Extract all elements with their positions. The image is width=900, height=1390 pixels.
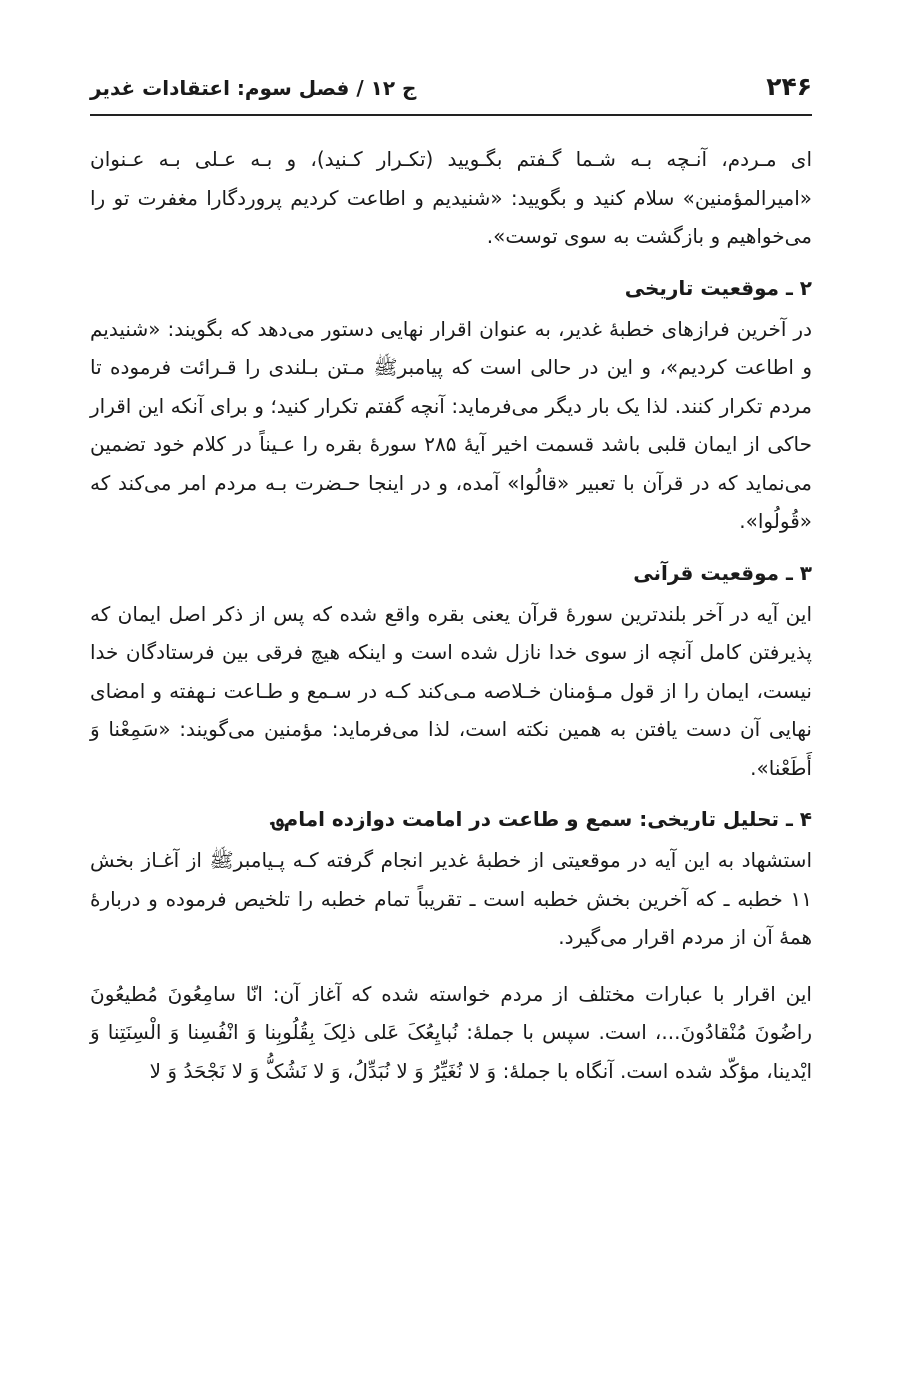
- paragraph-2: در آخرین فرازهای خطبهٔ غدیر، به عنوان اقرار نهایی دستور می‌دهد که بگویند: «شنیدیم و اطاعت کردیم»، و این در حالی است که پیامبرﷺ مـتن بـلندی را قـرائت فرموده تا مردم تکرار کنند. لذا یک بار دیگر می‌فرماید: آنچه گفتم تکرار کنید؛ و برای آنکه این اقرار حاکی از ایمان قلبی باشد قسمت اخیر آیهٔ ۲۸۵ سورهٔ بقره را عـیناً در کلام خود تضمین می‌نماید که در قرآن با تعبیر «قالُوا» آمده، و در اینجا حـضرت بـه مردم امر می‌کند که «قُولُوا».: [90, 316, 812, 533]
- section-heading-3: ۳ ـ موقعیت قرآنی: [633, 560, 812, 585]
- paragraph-5: این اقرار با عبارات مختلف از مردم خواسته شده که آغاز آن: انّا سامِعُونَ مُطیعُونَ راضُونَ مُنْقادُونَ...، است. سپس با جملهٔ: نُبایِعُکَ عَلی ذلِکَ بِقُلُوبِنا وَ انْفُسِنا وَ الْسِنَتِنا وَ ایْدینا، مؤکّد شده است. آنگاه با جملهٔ: وَ لا نُغَیِّرُ وَ لا نُبَدِّلُ، وَ لا نَشُکُّ وَ لا نَجْحَدُ وَ لا: [90, 981, 812, 1083]
- paragraph-1: ای مـردم، آنـچه بـه شـما گـفتم بگـویید (تکـرار کـنید)، و بـه عـلی بـه عـنوان «امیرالمؤمنین» سلام کنید و بگویید: «شنیدیم و اطاعت کردیم پروردگارا مغفرت تو را می‌خواهیم و بازگشت به سوی توست».: [90, 147, 812, 248]
- document-page: [90, 0, 812, 1390]
- page-number: ۲۴۶: [766, 72, 812, 101]
- section-heading-4: ۴ ـ تحلیل تاریخی: سمع و طاعت در امامت دوازده امام؈: [271, 807, 812, 831]
- running-title: ج ۱۲ / فصل سوم: اعتقادات غدیر: [90, 76, 417, 100]
- paragraph-gap: [90, 957, 812, 975]
- page-header: [90, 62, 812, 116]
- paragraph-3: این آیه در آخر بلندترین سورهٔ قرآن یعنی بقره واقع شده که پس از ذکر اصل ایمان که پذیرفتن کامل آنچه از سوی خدا نازل شده است و اینکه هیچ فرقی بین فرستادگان خدا نیست، ایمان را از قول مـؤمنان خـلاصه مـی‌کند کـه در سـمع و طـاعت نـهفته و امضای نهایی آن دست یافتن به همین نکته است، لذا می‌فرماید: مؤمنین می‌گویند: «سَمِعْنا وَ أَطَعْنا».: [90, 601, 812, 780]
- paragraph-4: استشهاد به این آیه در موقعیتی از خطبهٔ غدیر انجام گرفته کـه پـیامبرﷺ از آغـاز بخش ۱۱ خطبه ـ که آخرین بخش خطبه است ـ تقریباً تمام خطبه را تلخیص فرموده و دربارهٔ همهٔ آن از مردم اقرار می‌گیرد.: [90, 848, 812, 949]
- page-body: [90, 140, 812, 1090]
- section-heading-2: ۲ ـ موقعیت تاریخی: [624, 275, 812, 300]
